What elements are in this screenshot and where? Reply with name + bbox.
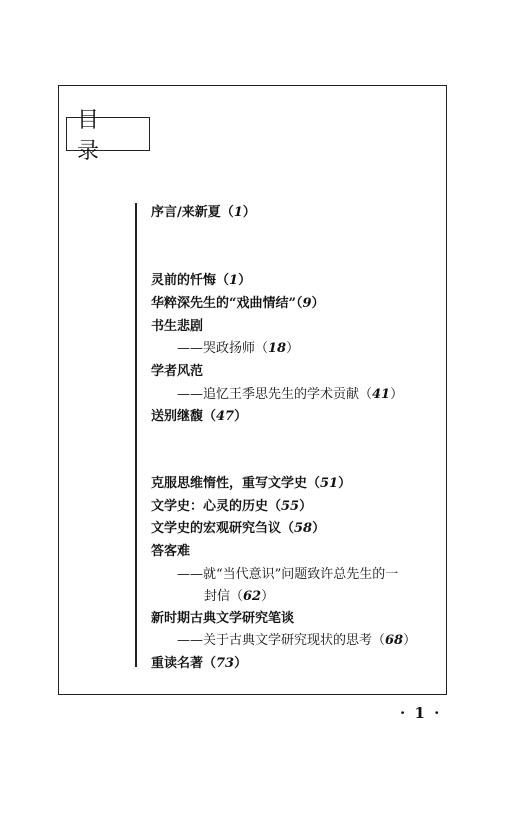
toc-entry[interactable]: 学者风范 [151,364,204,379]
toc-entry[interactable]: 书生悲剧 [151,319,204,334]
toc-entry[interactable]: 克服思维惰性，重写文学史（51） [151,476,352,491]
toc-subentry[interactable]: ——哭政扬师（18） [177,341,300,356]
toc-subentry[interactable]: ——关于古典文学研究现状的思考（68） [177,633,417,648]
toc-entry[interactable]: 答客难 [151,544,191,559]
toc-vertical-rule [135,203,137,667]
toc-entry[interactable]: 重读名著（73） [151,656,248,671]
toc-entry[interactable]: 华粹深先生的“戏曲情结”（9） [151,296,325,311]
toc-subentry[interactable]: ——就“当代意识”问题致许总先生的一 [177,567,399,582]
toc-entry[interactable]: 新时期古典文学研究笔谈 [151,611,295,626]
toc-subentry[interactable]: ——追忆王季思先生的学术贡献（41） [177,387,404,402]
toc-entry[interactable]: 灵前的忏悔（1） [151,273,252,288]
toc-entry[interactable]: 文学史：心灵的历史（55） [151,499,313,514]
toc-entry[interactable]: 文学史的宏观研究刍议（58） [151,521,326,536]
toc-subentry[interactable]: 封信（62） [204,589,275,604]
page-number: · 1 · [400,704,442,722]
toc-entry[interactable]: 送别继馥（47） [151,409,248,424]
toc-title: 目 录 [66,117,150,151]
toc-entry[interactable]: 序言/来新夏（1） [151,205,256,220]
